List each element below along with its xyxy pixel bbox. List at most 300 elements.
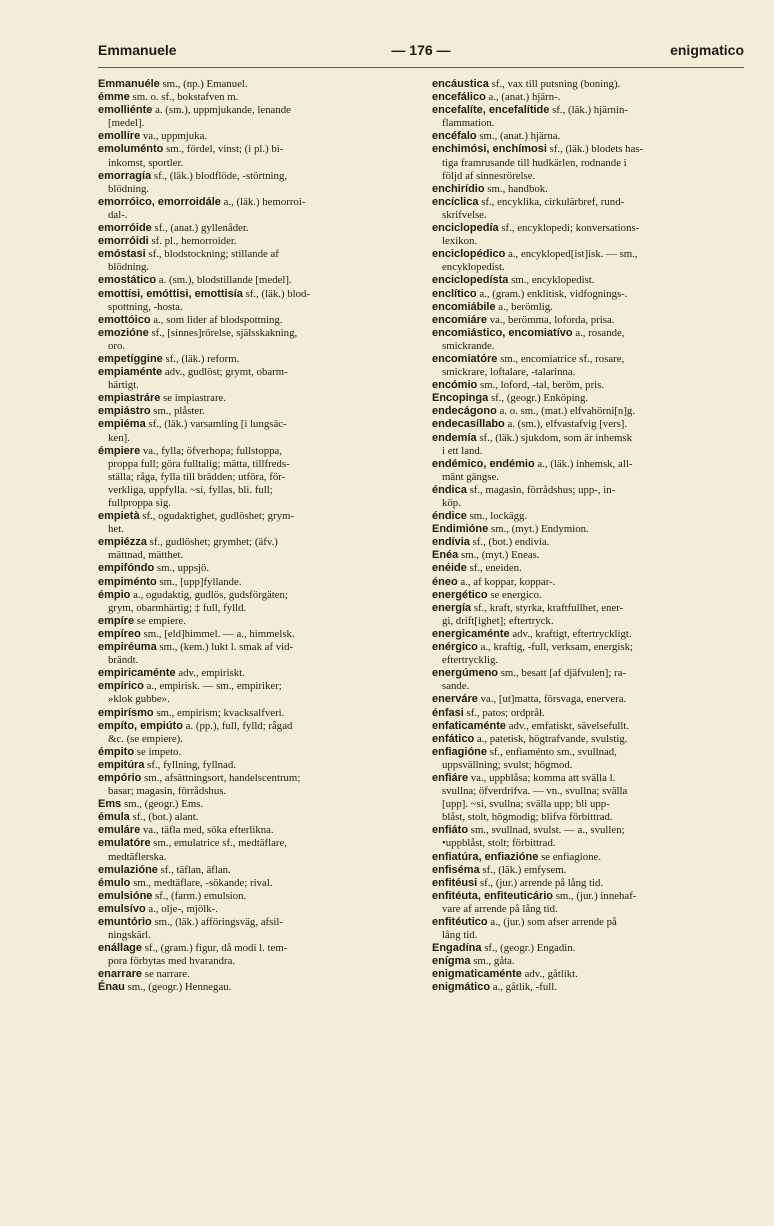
entry-continuation: svullna; öfverdrifva. — vn., svullna; svälla <box>442 785 628 798</box>
entry-headword: enciclopedísta <box>432 274 509 287</box>
entry-headword: empirísmo <box>98 706 154 719</box>
dictionary-entry <box>98 968 428 981</box>
entry-definition: sf., (läk.) reform. <box>165 352 240 365</box>
entry-continuation: lexikon. <box>442 235 478 248</box>
dictionary-entry <box>98 104 428 130</box>
entry-continuation: härtigt. <box>108 379 139 392</box>
entry-definition: a., (gram.) enklitisk, vidfognings-. <box>479 287 628 300</box>
entry-continuation: tiga framrusande till hudkärlen, rodnande i <box>442 156 627 169</box>
dictionary-entry <box>432 667 756 693</box>
dictionary-entry <box>98 143 428 169</box>
entry-definition: sf., (farm.) emulsion. <box>155 889 247 902</box>
dictionary-entry <box>432 392 756 405</box>
entry-headword: enígma <box>432 955 471 968</box>
dictionary-entry <box>432 733 756 746</box>
entry-headword: émpito <box>98 745 135 758</box>
entry-definition: se energico. <box>490 588 542 601</box>
entry-definition: sm., emulatrice sf., medtäflare, <box>153 837 287 850</box>
entry-definition: va., täfla med, söka efterlikna. <box>142 824 274 837</box>
entry-headword: emulazióne <box>98 863 158 876</box>
dictionary-entry <box>98 916 428 942</box>
entry-definition: sf., encyklopedi; konversations- <box>501 222 640 235</box>
entry-headword: empiaménte <box>98 366 163 379</box>
entry-headword: encomiábile <box>432 300 496 313</box>
entry-headword: encáustica <box>432 78 489 90</box>
entry-headword: encefalíte, encefalítide <box>432 104 550 117</box>
dictionary-entry <box>432 981 756 994</box>
dictionary-entry <box>432 274 756 287</box>
entry-definition: sm., [eld]himmel. — a., himmelsk. <box>143 627 295 640</box>
entry-definition: a., empirisk. — sm., empiriker; <box>146 680 282 693</box>
entry-definition: se impiastrare. <box>163 392 227 405</box>
entry-continuation: flammation. <box>442 117 495 130</box>
dictionary-entry <box>98 628 428 641</box>
entry-headword: encéfalo <box>432 130 477 143</box>
entry-definition: sf., (jur.) arrende på lång tid. <box>479 876 604 889</box>
dictionary-entry <box>98 837 428 863</box>
entry-headword: emostático <box>98 274 157 287</box>
dictionary-entry <box>432 484 756 510</box>
dictionary-entry <box>432 955 756 968</box>
entry-headword: empiastráre <box>98 392 161 405</box>
entry-definition: sm., medtäflare, -sökande; rival. <box>133 876 273 889</box>
entry-headword: enállage <box>98 942 143 955</box>
entry-continuation: brändt. <box>108 654 139 667</box>
entry-continuation: mättnad, mätthet. <box>108 549 184 562</box>
entry-headword: enfaticaménte <box>432 719 506 732</box>
dictionary-entry <box>98 222 428 235</box>
entry-definition: sf., (läk.) blodflöde, -störtning, <box>153 169 288 182</box>
entry-definition: va., [ut]matta, försvaga, enervera. <box>480 693 627 706</box>
entry-headword: enfiáre <box>432 771 469 784</box>
entry-definition: sf., (läk.) varsamling [i lungsäc- <box>148 418 287 431</box>
entry-definition: sm., gåta. <box>473 955 515 968</box>
dictionary-entry <box>432 693 756 706</box>
entry-definition: sf., magasin, förrådshus; upp-, in- <box>469 483 616 496</box>
entry-definition: adv., kraftigt, eftertryckligt. <box>512 627 632 640</box>
entry-definition: sm., (läk.) afföringsväg, afsil- <box>154 916 283 928</box>
dictionary-entry <box>98 680 428 706</box>
entry-definition: adv., gudlöst; grymt, obarm- <box>164 366 288 379</box>
right-column <box>432 78 756 995</box>
dictionary-entry <box>432 772 756 824</box>
entry-headword: émme <box>98 91 130 104</box>
entry-definition: sf., enfiaménto sm., svullnad, <box>489 745 617 758</box>
entry-headword: empetíggine <box>98 352 163 365</box>
entry-definition: sf., blodstockning; stillande af <box>148 248 279 261</box>
dictionary-entry <box>432 327 756 353</box>
entry-headword: empiéma <box>98 418 146 431</box>
dictionary-entry <box>432 720 756 733</box>
entry-headword: emottóico <box>98 313 151 326</box>
dictionary-entry <box>98 405 428 418</box>
entry-definition: adv., emfatiskt, sävelsefullt. <box>508 719 630 732</box>
entry-headword: energúmeno <box>432 667 499 680</box>
entry-headword: empíto, empiúto <box>98 719 183 732</box>
entry-headword: emoluménto <box>98 143 164 156</box>
entry-headword: energético <box>432 588 488 601</box>
dictionary-entry <box>432 288 756 301</box>
entry-definition: a., rosande, <box>575 326 625 339</box>
entry-definition: sm., (geogr.) Ems. <box>123 798 204 811</box>
entry-headword: enéide <box>432 562 467 575</box>
entry-definition: sm., fördel, vinst; (i pl.) bi- <box>166 143 284 156</box>
entry-continuation: blödning. <box>108 182 150 195</box>
dictionary-entry <box>98 981 428 994</box>
dictionary-entry <box>432 353 756 379</box>
dictionary-entry <box>98 418 428 444</box>
dictionary-entry <box>98 91 428 104</box>
entry-continuation: encyklopedist. <box>442 261 505 274</box>
entry-definition: sf., ogudaktighet, gudlöshet; grym- <box>142 510 295 523</box>
entry-headword: endívia <box>432 536 470 549</box>
entry-headword: émulo <box>98 876 131 889</box>
entry-headword: Engadína <box>432 942 482 955</box>
entry-headword: enigmático <box>432 981 491 994</box>
entry-headword: énfasi <box>432 706 464 719</box>
dictionary-entry <box>98 445 428 510</box>
entry-definition: sf., encyklika, cirkulärbref, rund- <box>481 195 625 208</box>
dictionary-entry <box>432 130 756 143</box>
dictionary-entry <box>98 864 428 877</box>
entry-headword: empiricaménte <box>98 667 176 680</box>
entry-continuation: gi, drift[ighet]; eftertryck. <box>442 614 554 627</box>
dictionary-entry <box>432 851 756 864</box>
entry-continuation: dal-. <box>108 208 128 221</box>
dictionary-entry <box>98 824 428 837</box>
entry-headword: empitúra <box>98 758 145 771</box>
entry-definition: sf., (läk.) sjukdom, som är inhemsk <box>479 431 632 444</box>
entry-headword: empíreo <box>98 627 141 640</box>
entry-definition: va., uppmjuka. <box>142 130 208 143</box>
entry-headword: emóstasi <box>98 248 146 261</box>
entry-continuation: blåst, stolt, högmodig; blifva förbittrad. <box>442 811 613 824</box>
entry-continuation: grym, obarmhärtig; ‡ full, fylld. <box>108 601 247 614</box>
entry-definition: sm., besatt [af djäfvulen]; ra- <box>500 667 627 680</box>
page-number: — 176 — <box>391 42 451 58</box>
entry-headword: endemía <box>432 431 477 444</box>
entry-definition: sm., (myt.) Eneas. <box>461 549 540 562</box>
entry-continuation: eftertrycklig. <box>442 654 499 667</box>
entry-definition: a., berömlig. <box>498 300 553 313</box>
entry-continuation: följd af sinnesrörelse. <box>442 169 536 182</box>
header-rule <box>98 67 744 68</box>
entry-definition: sf., (gram.) figur, då modi l. tem- <box>144 942 288 955</box>
entry-definition: sm., encyklopedist. <box>511 274 595 287</box>
entry-headword: endecágono <box>432 405 497 418</box>
entry-headword: enarrare <box>98 968 143 981</box>
entry-headword: emorragía <box>98 169 152 182</box>
dictionary-entry <box>432 523 756 536</box>
entry-continuation: &c. (se empiere). <box>108 732 183 745</box>
entry-definition: sf., (bot.) alant. <box>132 811 199 824</box>
dictionary-entry <box>98 746 428 759</box>
entry-headword: encomiáre <box>432 313 488 326</box>
entry-definition: sf., (läk.) blod- <box>245 287 311 300</box>
entry-definition: sm., empirism; kvacksalfveri. <box>156 706 285 719</box>
entry-headword: enchirídio <box>432 182 485 195</box>
entry-definition: sf., gudlöshet; grymhet; (äfv.) <box>149 536 278 549</box>
page-header <box>98 42 744 64</box>
entry-definition: a. (sm.), elfvastafvig [vers]. <box>507 418 628 431</box>
entry-definition: sf., (läk.) hjärnin- <box>552 104 628 117</box>
entry-headword: enérgico <box>432 641 478 654</box>
entry-continuation: ken]. <box>108 431 130 444</box>
dictionary-entry <box>98 589 428 615</box>
dictionary-entry <box>432 602 756 628</box>
entry-definition: sm., (anat.) hjärna. <box>479 130 561 143</box>
entry-continuation: proppa full; göra fulltalig; mätta, tillfreds- <box>108 457 290 470</box>
entry-definition: a. (sm.), blodstillande [medel]. <box>158 274 292 287</box>
entry-definition: se enfiagione. <box>541 850 602 863</box>
dictionary-entry <box>98 248 428 274</box>
dictionary-entry <box>432 824 756 850</box>
dictionary-entry <box>98 903 428 916</box>
entry-definition: sm. o. sf., bokstafven m. <box>132 91 239 104</box>
entry-continuation: ningskärl. <box>108 929 151 942</box>
entry-definition: sm., afsättningsort, handelscentrum; <box>144 771 301 784</box>
dictionary-entry <box>98 759 428 772</box>
dictionary-entry <box>432 549 756 562</box>
dictionary-entry <box>98 288 428 314</box>
entry-definition: sm., encomiatrice sf., rosare, <box>500 352 625 365</box>
entry-headword: enigmaticaménte <box>432 968 522 981</box>
entry-definition: se narrare. <box>144 968 190 981</box>
entry-definition: sm., (geogr.) Hennegau. <box>127 981 232 994</box>
dictionary-entry <box>98 327 428 353</box>
entry-headword: Encopinga <box>432 392 489 405</box>
entry-continuation: [medel]. <box>108 117 145 130</box>
entry-headword: enfitéutico <box>432 916 488 928</box>
dictionary-entry <box>98 720 428 746</box>
entry-headword: empietà <box>98 510 140 523</box>
entry-headword: éndice <box>432 510 467 523</box>
entry-headword: empifóndo <box>98 562 155 575</box>
entry-continuation: pora förbytas med hvarandra. <box>108 955 236 968</box>
entry-continuation: mänt gängse. <box>442 470 499 483</box>
entry-headword: enfiagióne <box>432 745 488 758</box>
dictionary-entry <box>432 78 756 91</box>
dictionary-entry <box>432 458 756 484</box>
entry-definition: sf., (geogr.) Enköping. <box>490 392 589 405</box>
entry-headword: emollíre <box>98 130 141 143</box>
entry-continuation: i ett land. <box>442 444 483 457</box>
entry-definition: sf., (bot.) endivia. <box>472 536 550 549</box>
entry-headword: emorróico, emorroidále <box>98 195 221 208</box>
entry-continuation: fullproppa sig. <box>108 497 171 509</box>
entry-headword: enfitéusi <box>432 876 478 889</box>
entry-continuation: lång tid. <box>442 929 478 942</box>
dictionary-entry <box>432 562 756 575</box>
dictionary-entry <box>432 418 756 431</box>
entry-headword: émpiere <box>98 444 141 457</box>
dictionary-entry <box>98 196 428 222</box>
entry-continuation: [upp]. ~si, svullna; svälla upp; bli upp- <box>442 798 610 811</box>
entry-definition: a., kraftig, -full, verksam, energisk; <box>480 641 633 654</box>
dictionary-entry <box>98 615 428 628</box>
entry-definition: sm., (np.) Emanuel. <box>162 78 248 90</box>
dictionary-entry <box>98 667 428 680</box>
entry-definition: a., ogudaktig, gudlös, gudsförgäten; <box>133 588 288 601</box>
dictionary-entry <box>98 392 428 405</box>
dictionary-entry <box>432 589 756 602</box>
entry-definition: sf., kraft, styrka, kraftfullhet, ener- <box>473 601 624 614</box>
dictionary-entry <box>432 196 756 222</box>
entry-headword: enciclopédico <box>432 248 506 261</box>
entry-headword: enfiséma <box>432 863 480 876</box>
entry-continuation: medtäflerska. <box>108 850 167 863</box>
dictionary-entry <box>98 235 428 248</box>
entry-headword: emulsívo <box>98 902 146 915</box>
dictionary-entry <box>98 130 428 143</box>
dictionary-entry <box>432 864 756 877</box>
entry-definition: sf., (läk.) blodets has- <box>549 143 644 156</box>
dictionary-entry <box>432 91 756 104</box>
entry-headword: empiménto <box>98 575 157 588</box>
entry-headword: emulatóre <box>98 837 151 850</box>
entry-headword: empório <box>98 771 142 784</box>
entry-definition: a., (läk.) hemorroi- <box>223 195 306 208</box>
entry-definition: sf., fyllning, fyllnad. <box>147 758 236 771</box>
entry-headword: endecasíllabo <box>432 418 505 431</box>
dictionary-entry <box>432 536 756 549</box>
entry-headword: éneo <box>432 575 458 588</box>
entry-definition: sm., [upp]fyllande. <box>159 575 242 588</box>
entry-definition: sf., patos; ordpråł. <box>466 706 545 719</box>
entry-headword: Énau <box>98 981 125 994</box>
entry-definition: sm., handbok. <box>487 182 548 195</box>
dictionary-entry <box>98 78 428 91</box>
entry-definition: a., patetisk, högtrafvande, svulstig. <box>476 732 628 745</box>
entry-continuation: smickrande. <box>442 339 495 352</box>
entry-headword: encomiatóre <box>432 352 498 365</box>
entry-headword: encomiástico, encomiatívo <box>432 326 573 339</box>
entry-definition: adv., gåtlikt. <box>524 968 578 981</box>
entry-definition: adv., empiriskt. <box>178 667 245 680</box>
entry-definition: a. o. sm., (mat.) elfvahörni[n]g. <box>499 405 636 418</box>
entry-headword: enfático <box>432 732 475 745</box>
entry-definition: sm., svullnad, svulst. — a., svullen; <box>470 824 625 837</box>
entry-definition: sm., (myt.) Endymion. <box>490 523 589 536</box>
entry-headword: emottísi, emóttisi, emottisía <box>98 287 243 300</box>
left-column <box>98 78 428 995</box>
entry-headword: energía <box>432 601 472 614</box>
entry-headword: emorróidi <box>98 235 149 248</box>
entry-headword: empiástro <box>98 405 151 418</box>
entry-headword: emulsióne <box>98 889 153 902</box>
dictionary-entry <box>98 314 428 327</box>
entry-definition: a., som lider af blodspottning. <box>153 313 283 326</box>
dictionary-entry <box>98 772 428 798</box>
dictionary-entry <box>432 916 756 942</box>
dictionary-entry <box>432 222 756 248</box>
entry-definition: sf., (anat.) gyllenåder. <box>154 222 249 235</box>
entry-definition: sm., uppsjö. <box>156 562 210 575</box>
entry-definition: a., olje-, mjölk-. <box>148 902 218 915</box>
dictionary-entry <box>432 314 756 327</box>
entry-headword: encíclica <box>432 195 479 208</box>
dictionary-entry <box>98 366 428 392</box>
header-right-guideword: enigmatico <box>670 42 744 58</box>
dictionary-entry <box>432 746 756 772</box>
entry-headword: émpio <box>98 588 131 601</box>
header-left-guideword: Emmanuele <box>98 42 177 58</box>
entry-continuation: smickrare, loftalare, -talarinna. <box>442 366 576 379</box>
dictionary-entry <box>98 877 428 890</box>
entry-continuation: het. <box>108 523 124 536</box>
entry-definition: a., gåtlik, -full. <box>492 981 557 994</box>
entry-headword: enclítico <box>432 287 477 300</box>
entry-headword: empiréuma <box>98 641 157 654</box>
entry-definition: sm., (jur.) innehaf- <box>555 889 637 902</box>
entry-definition: va., fylla; öfverhopa; fullstoppa, <box>142 444 283 457</box>
entry-headword: émula <box>98 811 130 824</box>
dictionary-entry <box>432 432 756 458</box>
entry-headword: enchimósi, enchímosi <box>432 143 547 156</box>
dictionary-entry <box>98 353 428 366</box>
dictionary-entry <box>432 890 756 916</box>
entry-definition: a., (läk.) inhemsk, all- <box>537 457 633 470</box>
entry-definition: sf., vax till putsning (boning). <box>491 78 621 90</box>
entry-headword: enfiáto <box>432 824 469 837</box>
entry-continuation: spottning, -hosta. <box>108 300 183 313</box>
entry-continuation: verkliga, uppfylla. ~si, fyllas, bli. full; <box>108 483 273 496</box>
entry-definition: sf., [sinnes]rörelse, själsskakning, <box>151 326 298 339</box>
dictionary-entry <box>98 536 428 562</box>
entry-headword: emuláre <box>98 824 141 837</box>
entry-headword: empírico <box>98 680 144 693</box>
entry-continuation: vare af arrende på lång tid. <box>442 902 558 915</box>
dictionary-entry <box>432 576 756 589</box>
dictionary-entry <box>432 301 756 314</box>
dictionary-entry <box>98 576 428 589</box>
dictionary-entry <box>98 641 428 667</box>
dictionary-entry <box>98 562 428 575</box>
entry-continuation: inkomst, sportler. <box>108 156 184 169</box>
entry-headword: enciclopedía <box>432 222 499 235</box>
entry-headword: Emmanuéle <box>98 78 160 90</box>
entry-headword: emorróide <box>98 222 152 235</box>
dictionary-entry <box>432 143 756 182</box>
entry-headword: éndica <box>432 483 467 496</box>
dictionary-entry <box>98 707 428 720</box>
entry-definition: sf., (läk.) emfysem. <box>482 863 567 876</box>
dictionary-entry <box>432 104 756 130</box>
dictionary-entry <box>98 510 428 536</box>
entry-definition: a., af koppar, koppar-. <box>460 575 556 588</box>
entry-definition: sf., (geogr.) Engadin. <box>484 942 576 955</box>
entry-continuation: sande. <box>442 680 470 693</box>
entry-headword: encómio <box>432 379 478 392</box>
entry-definition: sf., eneiden. <box>469 562 522 575</box>
dictionary-entry <box>432 641 756 667</box>
entry-definition: se empiere. <box>136 614 186 627</box>
entry-continuation: köp. <box>442 497 461 509</box>
entry-definition: sm., plåster. <box>153 405 205 418</box>
dictionary-entry <box>98 811 428 824</box>
dictionary-entry <box>432 405 756 418</box>
entry-definition: sf. pl., hemorroider. <box>151 235 237 248</box>
dictionary-entry <box>98 942 428 968</box>
entry-definition: sf., täflan, äflan. <box>160 863 231 876</box>
dictionary-entry <box>98 170 428 196</box>
entry-continuation: oro. <box>108 339 126 352</box>
entry-definition: va., uppblåsa; komma att svälla l. <box>470 771 616 784</box>
entry-headword: enfitéuta, enfiteuticário <box>432 889 554 902</box>
dictionary-entry <box>432 379 756 392</box>
entry-headword: endémico, endémio <box>432 457 535 470</box>
dictionary-entry <box>98 274 428 287</box>
